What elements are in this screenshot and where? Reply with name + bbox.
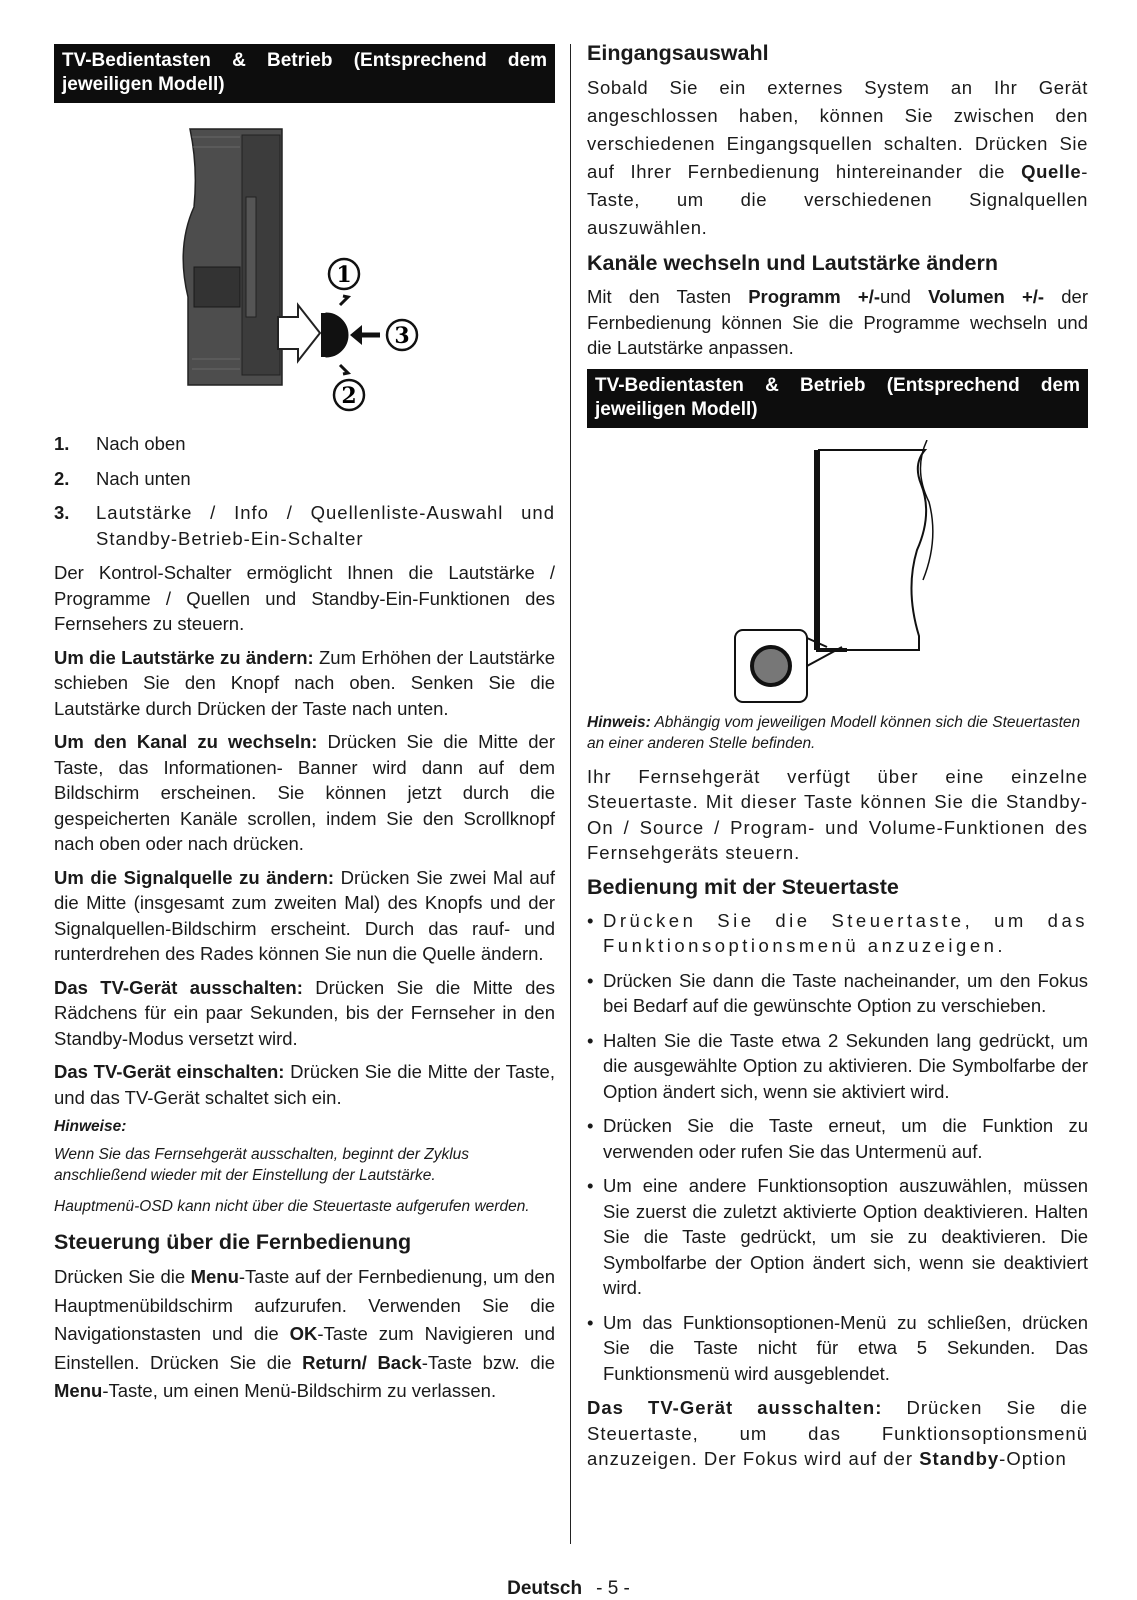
note-1: Wenn Sie das Fernsehgerät ausschalten, beginnt der Zyklus anschließend wieder mit der Einstellung der Lautstärke.	[54, 1146, 470, 1184]
notes-heading: Hinweise:	[54, 1118, 127, 1135]
figure-label-2: 2	[341, 383, 357, 409]
control-list	[54, 431, 555, 551]
footer-language: Deutsch	[507, 1578, 583, 1599]
list-item: • Drücken Sie die Taste erneut, um die Funktion zu verwenden oder rufen Sie das Untermenü auf.	[587, 1115, 1088, 1162]
input-heading: Eingangsauswahl	[587, 41, 769, 65]
list-item: 3. Lautstärke / Info / Quellenliste-Auswahl und Standby-Betrieb-Ein-Schalter	[54, 502, 555, 549]
channels-heading: Kanäle wechseln und Lautstärke ändern	[587, 251, 999, 275]
right-column	[587, 40, 1088, 1480]
input-paragraph: Sobald Sie ein externes System an Ihr Gerät angeschlossen haben, können Sie zwischen den verschiedenen Eingangsquellen schalten. Drücken Sie auf Ihrer Fernbedienung hintereinander die Quelle-Taste, um die verschiedenen Signalquellen auszuwählen.	[587, 77, 1088, 238]
on-paragraph: Das TV-Gerät einschalten: Drücken Sie die Mitte der Taste, und das TV-Gerät schaltet sich ein.	[54, 1061, 555, 1108]
single-key-paragraph: Ihr Fernsehgerät verfügt über eine einzelne Steuertaste. Mit dieser Taste können Sie die Standby-On / Source / Program- und Volume-Funktionen des Fernsehgeräts steuern.	[587, 765, 1088, 863]
list-item: • Um das Funktionsoptionen-Menü zu schließen, drücken Sie die Taste nicht für etwa 5 Sekunden. Das Funktionsmenü wird ausgeblendet.	[587, 1311, 1088, 1384]
control-switch-figure	[180, 127, 450, 419]
note-2: Hauptmenü-OSD kann nicht über die Steuertaste aufgerufen werden.	[54, 1198, 530, 1215]
intro-paragraph: Der Kontrol-Schalter ermöglicht Ihnen die Lautstärke / Programme / Quellen und Standby-Ein-Funktionen des Fernsehers zu steuern.	[54, 562, 555, 634]
page-footer	[0, 1578, 1137, 1600]
channel-paragraph: Um den Kanal zu wechseln: Drücken Sie die Mitte der Taste, das Informationen- Banner wird dann auf dem Bildschirm erscheinen. Sie können jetzt durch die gespeicherten Kanäle scrollen, indem Sie den Scrollknopf nach oben oder nach drücken.	[54, 731, 555, 854]
section-banner-left: TV-Bedientasten & Betrieb (Entsprechend dem jeweiligen Modell)	[54, 44, 555, 103]
list-item: • Halten Sie die Taste etwa 2 Sekunden lang gedrückt, um die ausgewählte Option zu aktivieren. Die Symbolfarbe der Option ändert sich, wenn sie aktiviert wird.	[587, 1029, 1088, 1102]
figure-label-3: 3	[394, 323, 410, 349]
off-control-paragraph: Das TV-Gerät ausschalten: Drücken Sie die Steuertaste, um das Funktionsoptionsmenü anzuzeigen. Der Fokus wird auf der Standby-Option	[587, 1397, 1088, 1469]
remote-heading: Steuerung über die Fernbedienung	[54, 1230, 412, 1254]
single-key-figure	[587, 440, 1088, 708]
volume-paragraph: Um die Lautstärke zu ändern: Zum Erhöhen der Lautstärke schieben Sie den Knopf nach oben. Senken Sie die Lautstärke durch Drücken der Taste nach unten.	[54, 646, 555, 719]
source-paragraph: Um die Signalquelle zu ändern: Drücken Sie zwei Mal auf die Mitte (insgesamt zum zweiten Mal) des Knopfs und der Signalquellen-Bildschirm erscheint. Durch das rauf- und runterdrehen des Rades können Sie nun die Quelle ändern.	[54, 866, 555, 964]
section-banner-right: TV-Bedientasten & Betrieb (Entsprechend dem jeweiligen Modell)	[587, 369, 1088, 428]
figure-label-1: 1	[336, 262, 352, 288]
control-bullets	[587, 908, 1088, 1387]
remote-paragraph: Drücken Sie die Menu-Taste auf der Fernbedienung, um den Hauptmenübildschirm aufzurufen. Verwenden Sie die Navigationstasten und die OK-Taste zum Navigieren und Einstellen. Drücken Sie die Return/ Back-Taste bzw. die Menu-Taste, um einen Menü-Bildschirm zu verlassen.	[54, 1266, 555, 1401]
list-item: 2. Nach unten	[54, 467, 191, 489]
channels-paragraph: Mit den Tasten Programm +/-und Volumen +/- der Fernbedienung können Sie die Programme wechseln und die Lautstärke anpassen.	[587, 286, 1088, 358]
list-item: • Drücken Sie dann die Taste nacheinander, um den Fokus bei Bedarf auf die gewünschte Option zu verschieben.	[587, 969, 1088, 1016]
page-number: - 5 -	[596, 1578, 630, 1599]
tv-side-illustration	[180, 127, 450, 419]
list-item: • Um eine andere Funktionsoption auszuwählen, müssen Sie zuerst die zuletzt aktivierte Option deaktivieren. Halten Sie die Taste gedrückt, um sie zu deaktivieren. Die Symbolfarbe der Option ändert sich, wenn sie deaktiviert wird.	[587, 1175, 1088, 1298]
column-divider	[570, 44, 571, 1544]
list-item: 1. Nach oben	[54, 433, 186, 454]
hint-note: Hinweis: Abhängig vom jeweiligen Modell können sich die Steuertasten an einer anderen Stelle befinden.	[587, 713, 1081, 752]
off-paragraph: Das TV-Gerät ausschalten: Drücken Sie die Mitte des Rädchens für ein paar Sekunden, bis der Fernseher in den Standby-Modus versetzt wird.	[54, 976, 555, 1049]
tv-corner-illustration	[587, 440, 1088, 708]
control-heading: Bedienung mit der Steuertaste	[587, 874, 899, 899]
list-item: • Drücken Sie die Steuertaste, um das Funktionsoptionsmenü anzuzeigen.	[587, 909, 1088, 956]
left-column	[54, 44, 555, 1414]
